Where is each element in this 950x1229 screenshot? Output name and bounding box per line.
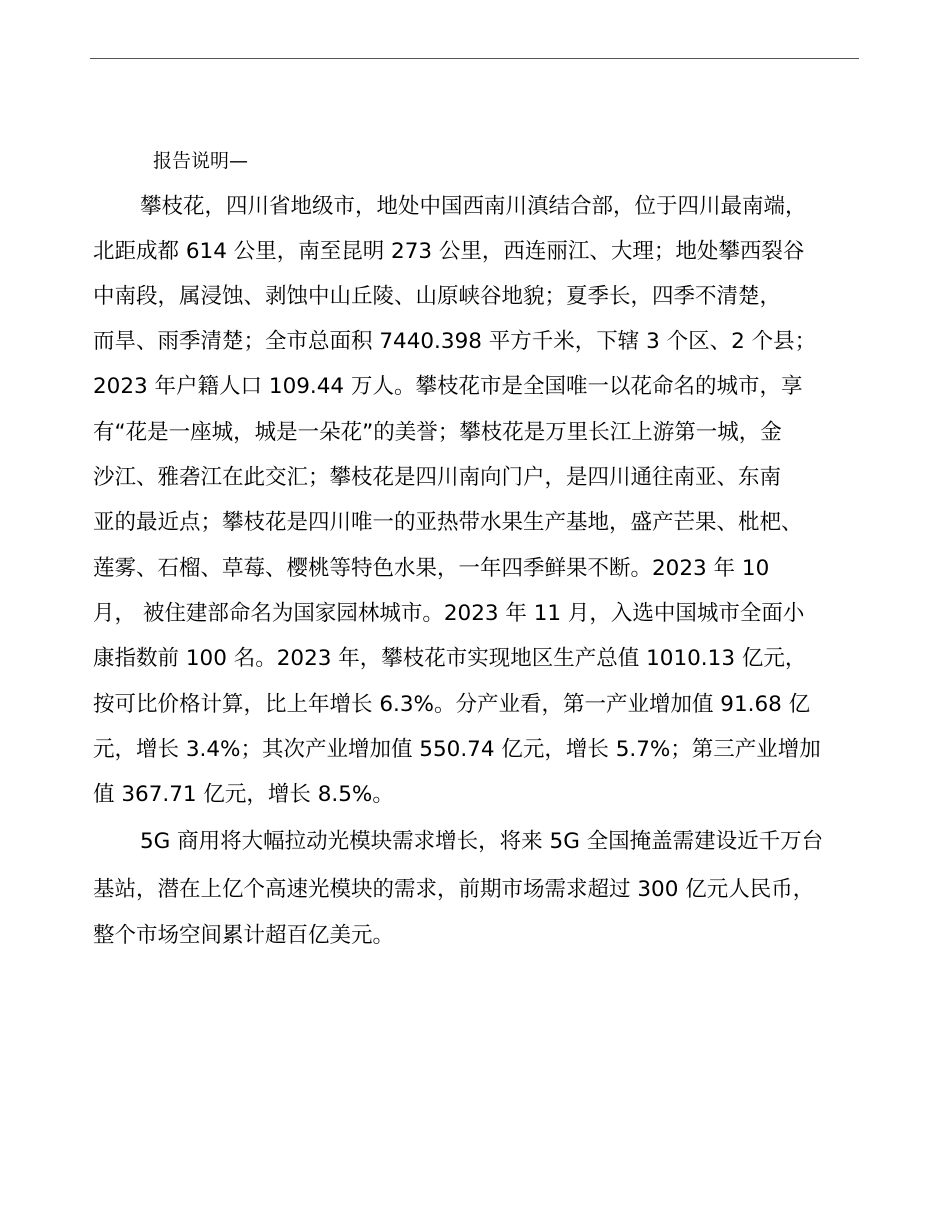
- paragraph-line: 而旱、雨季清楚；全市总面积 7440.398 平方千米，下辖 3 个区、2 个县；: [93, 329, 817, 354]
- paragraph-line: 整个市场空间累计超百亿美元。: [93, 923, 395, 948]
- paragraph-line: 沙江、雅砻江在此交汇；攀枝花是四川南向门户，是四川通往南亚、东南: [93, 465, 782, 490]
- section-heading: 报告说明—: [153, 150, 249, 172]
- paragraph-line: 5G 商用将大幅拉动光模块需求增长，将来 5G 全国掩盖需建设近千万台: [140, 829, 824, 854]
- paragraph-line: 亚的最近点；攀枝花是四川唯一的亚热带水果生产基地，盛产芒果、枇杷、: [93, 510, 803, 535]
- paragraph-line: 北距成都 614 公里，南至昆明 273 公里，西连丽江、大理；地处攀西裂谷: [93, 239, 805, 264]
- paragraph-line: 元，增长 3.4%；其次产业增加值 550.74 亿元，增长 5.7%；第三产业增加: [93, 737, 821, 762]
- paragraph-line: 月， 被住建部命名为国家园林城市。2023 年 11 月，入选中国城市全面小: [93, 601, 805, 626]
- paragraph-line: 值 367.71 亿元，增长 8.5%。: [93, 782, 394, 807]
- paragraph-line: 莲雾、石榴、草莓、樱桃等特色水果，一年四季鲜果不断。2023 年 10: [93, 556, 770, 581]
- header-rule: [90, 58, 859, 59]
- paragraph-line: 有“花是一座城，城是一朵花”的美誉；攀枝花是万里长江上游第一城，金: [93, 420, 782, 445]
- paragraph-line: 2023 年户籍人口 109.44 万人。攀枝花市是全国唯一以花命名的城市，享: [93, 374, 803, 399]
- paragraph-line: 基站，潜在上亿个高速光模块的需求，前期市场需求超过 300 亿元人民币，: [93, 877, 815, 902]
- paragraph-line: 康指数前 100 名。2023 年，攀枝花市实现地区生产总值 1010.13 亿元，: [93, 646, 807, 671]
- paragraph-line: 攀枝花，四川省地级市，地处中国西南川滇结合部，位于四川最南端，: [140, 194, 807, 219]
- paragraph-line: 按可比价格计算，比上年增长 6.3%。分产业看，第一产业增加值 91.68 亿: [93, 692, 811, 717]
- paragraph-line: 中南段，属浸蚀、剥蚀中山丘陵、山原峡谷地貌；夏季长，四季不清楚，: [93, 284, 782, 309]
